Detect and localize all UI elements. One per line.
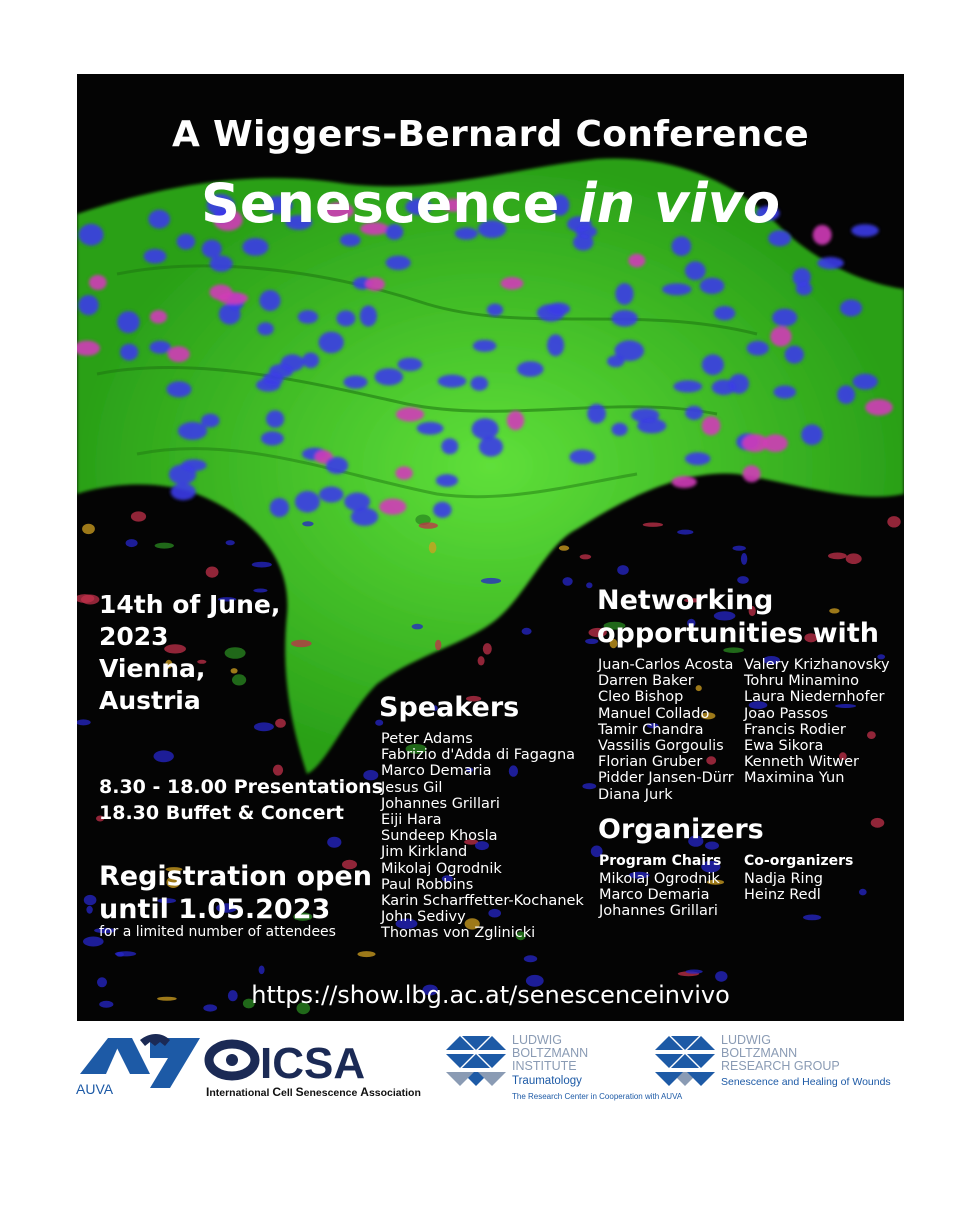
- scattered-cell: [586, 582, 592, 588]
- scattered-cell: [846, 553, 862, 564]
- nucleus: [242, 238, 268, 256]
- nucleus: [178, 422, 207, 440]
- nucleus: [295, 491, 320, 513]
- lbi-logo: [446, 1033, 683, 1101]
- schedule-line: 18.30 Buffet & Concert: [99, 802, 345, 824]
- registration-note: for a limited number of attendees: [99, 924, 336, 940]
- nucleus: [628, 254, 645, 268]
- nucleus: [702, 416, 721, 435]
- nucleus: [865, 399, 893, 415]
- nucleus: [729, 374, 749, 394]
- person-name: Valery Krizhanovsky: [744, 657, 890, 673]
- scattered-cell: [254, 722, 274, 731]
- nucleus: [259, 290, 280, 311]
- scattered-cell: [86, 906, 92, 914]
- date-line: Vienna,: [99, 654, 206, 683]
- scattered-cell: [733, 546, 746, 551]
- person-name: Marco Demaria: [381, 763, 492, 780]
- nucleus: [326, 457, 348, 474]
- networking-list-2: [744, 657, 890, 787]
- nucleus: [673, 380, 702, 392]
- program-chairs-label: Program Chairs: [599, 853, 722, 869]
- schedule-line: 8.30 - 18.00 Presentations: [99, 776, 383, 798]
- speakers-list: [381, 731, 584, 942]
- date-line: 2023: [99, 622, 169, 651]
- registration-line: until 1.05.2023: [99, 894, 331, 925]
- nucleus: [319, 332, 344, 354]
- scattered-cell: [131, 511, 146, 521]
- nucleus: [772, 309, 797, 327]
- person-name: Heinz Redl: [744, 887, 821, 904]
- nucleus: [340, 234, 361, 247]
- person-name: Jesus Gil: [381, 779, 443, 796]
- person-name: Sundeep Khosla: [381, 828, 498, 845]
- organizers-heading: Organizers: [598, 814, 764, 845]
- nucleus: [375, 368, 404, 385]
- person-name: Karin Scharffetter-Kochanek: [381, 893, 584, 910]
- nucleus: [507, 411, 524, 430]
- scattered-cell: [524, 955, 537, 962]
- scattered-cell: [252, 562, 272, 568]
- scattered-cell: [302, 521, 313, 526]
- nucleus: [662, 283, 691, 295]
- nucleus: [396, 407, 424, 421]
- nucleus: [853, 374, 878, 390]
- scattered-cell: [582, 783, 596, 789]
- nucleus: [167, 381, 192, 397]
- nucleus: [366, 277, 385, 291]
- scattered-cell: [871, 818, 885, 828]
- person-name: Ewa Sikora: [744, 738, 824, 755]
- co-organizers-label: Co-organizers: [744, 853, 854, 869]
- person-name: Paul Robbins: [381, 876, 474, 893]
- person-name: Vassilis Gorgoulis: [598, 738, 724, 755]
- nucleus: [747, 341, 769, 356]
- person-name: Manuel Collado: [598, 705, 710, 722]
- person-name: Juan-Carlos Acosta: [598, 657, 734, 673]
- nucleus: [785, 346, 804, 364]
- nucleus: [177, 234, 196, 250]
- nucleus: [117, 311, 140, 333]
- scattered-cell: [82, 524, 95, 534]
- networking-list-1: [598, 657, 734, 803]
- nucleus: [547, 334, 564, 356]
- nucleus: [144, 249, 167, 264]
- lbi-line: LUDWIG: [512, 1033, 562, 1047]
- scattered-cell: [155, 543, 174, 549]
- person-name: Mikolaj Ogrodnik: [599, 871, 720, 887]
- person-name: Johannes Grillari: [599, 903, 718, 920]
- person-name: Tohru Minamino: [744, 673, 860, 690]
- nucleus: [587, 404, 606, 424]
- icsa-subtitle: International Cell Senescence Association: [206, 1085, 421, 1099]
- scattered-cell: [226, 540, 235, 545]
- scattered-cell: [358, 951, 376, 957]
- title-italic: in vivo: [578, 172, 780, 235]
- date-line: Austria: [99, 686, 201, 715]
- nucleus: [257, 322, 273, 335]
- co-organizers-list: [744, 871, 823, 903]
- nucleus: [302, 353, 319, 369]
- person-name: Laura Niedernhofer: [744, 689, 885, 706]
- lbg-line: LUDWIG: [721, 1033, 771, 1047]
- nucleus: [837, 385, 855, 404]
- icsa-logo: [206, 1039, 421, 1099]
- nucleus: [840, 300, 862, 317]
- networking-heading-line: opportunities with: [597, 618, 879, 649]
- registration: [99, 860, 372, 926]
- person-name: Fabrizio d'Adda di Fagagna: [381, 747, 576, 764]
- nucleus: [438, 375, 467, 388]
- schedule: [99, 774, 383, 826]
- nucleus: [569, 450, 595, 465]
- scattered-cell: [327, 837, 341, 848]
- nucleus: [801, 424, 823, 445]
- nucleus: [471, 376, 489, 390]
- nucleus: [672, 236, 692, 256]
- nucleus: [78, 295, 98, 315]
- nucleus: [171, 483, 196, 500]
- nucleus: [774, 385, 797, 398]
- person-name: Darren Baker: [598, 673, 694, 690]
- scattered-cell: [686, 970, 703, 974]
- nucleus: [441, 438, 458, 454]
- nucleus: [700, 278, 725, 294]
- nucleus: [379, 499, 406, 515]
- nucleus: [120, 344, 138, 361]
- nucleus: [672, 476, 697, 488]
- nucleus: [685, 452, 711, 465]
- nucleus: [770, 327, 791, 347]
- nucleus: [607, 355, 624, 367]
- nucleus: [417, 422, 444, 435]
- person-name: Diana Jurk: [598, 786, 673, 803]
- lbg-line: RESEARCH GROUP: [721, 1059, 840, 1073]
- date-line: 14th of June,: [99, 590, 281, 619]
- nucleus: [573, 234, 593, 250]
- scattered-cell: [522, 628, 532, 635]
- scattered-cell: [206, 567, 219, 578]
- person-name: Peter Adams: [381, 731, 473, 747]
- nucleus: [793, 268, 811, 287]
- nucleus: [256, 378, 281, 391]
- nucleus: [685, 406, 703, 420]
- nucleus: [433, 502, 452, 518]
- program-chairs-list: [599, 871, 720, 920]
- nucleus: [336, 310, 355, 326]
- scattered-cell: [419, 522, 438, 528]
- scattered-cell: [154, 750, 174, 762]
- scattered-cell: [291, 640, 312, 647]
- scattered-cell: [481, 578, 501, 584]
- nucleus: [472, 418, 499, 439]
- person-name: Nadja Ring: [744, 871, 823, 887]
- scattered-cell: [737, 576, 749, 584]
- registration-line: Registration open: [99, 861, 372, 892]
- person-name: Thomas von Zglinicki: [381, 925, 536, 942]
- nucleus: [395, 466, 412, 479]
- nucleus: [319, 487, 343, 503]
- conference-url[interactable]: https://show.lbg.ac.at/senescenceinvivo: [251, 981, 730, 1009]
- nucleus: [817, 257, 844, 269]
- nucleus: [479, 437, 503, 457]
- person-name: Joao Passos: [744, 705, 829, 722]
- scattered-cell: [828, 553, 847, 560]
- scattered-cell: [580, 554, 592, 559]
- poster: [77, 74, 904, 1021]
- conference-title: [77, 172, 904, 235]
- person-name: Eiji Hara: [381, 812, 442, 829]
- nucleus: [168, 346, 190, 362]
- scattered-cell: [478, 656, 485, 665]
- nucleus: [702, 354, 724, 375]
- nucleus: [386, 256, 411, 270]
- person-name: Johannes Grillari: [381, 795, 500, 812]
- auva-text: AUVA: [76, 1081, 114, 1097]
- scattered-cell: [617, 565, 629, 575]
- scattered-cell: [259, 966, 265, 975]
- nucleus: [436, 474, 458, 487]
- lbg-line: BOLTZMANN: [721, 1046, 798, 1060]
- nucleus: [270, 498, 289, 517]
- conference-series-title: A Wiggers-Bernard Conference: [172, 114, 809, 155]
- title-regular: Senescence: [200, 172, 579, 235]
- person-name: Francis Rodier: [744, 721, 846, 738]
- scattered-cell: [429, 542, 437, 553]
- date-location: [99, 589, 280, 717]
- person-name: Florian Gruber: [598, 754, 703, 771]
- lbi-line: INSTITUTE: [512, 1059, 577, 1073]
- nucleus: [261, 431, 284, 445]
- nucleus: [637, 418, 666, 433]
- scattered-cell: [115, 951, 136, 956]
- nucleus: [685, 261, 706, 280]
- person-name: Mikolaj Ogrodnik: [381, 860, 502, 877]
- scattered-cell: [435, 640, 441, 651]
- networking-heading-line: Networking: [597, 585, 774, 616]
- nucleus: [360, 305, 377, 326]
- sponsor-logos: [0, 1022, 980, 1132]
- person-name: Jim Kirkland: [381, 844, 468, 861]
- person-name: Cleo Bishop: [598, 689, 684, 706]
- nucleus: [501, 277, 524, 290]
- scattered-cell: [126, 539, 138, 547]
- lbi-line: The Research Center in Cooperation with AUVA: [512, 1092, 683, 1101]
- scattered-cell: [563, 577, 573, 586]
- scattered-cell: [643, 523, 663, 527]
- nucleus: [89, 275, 107, 290]
- nucleus: [612, 423, 628, 436]
- nucleus: [210, 285, 233, 300]
- lbi-line: BOLTZMANN: [512, 1046, 589, 1060]
- nucleus: [487, 304, 503, 317]
- nucleus: [266, 410, 284, 428]
- nucleus: [351, 508, 378, 526]
- icsa-text: ICSA: [260, 1039, 366, 1088]
- nucleus: [743, 465, 761, 482]
- scattered-cell: [803, 915, 821, 921]
- scattered-cell: [84, 895, 97, 905]
- nucleus: [281, 354, 304, 371]
- person-name: Maximina Yun: [744, 770, 845, 787]
- nucleus: [473, 340, 497, 352]
- scattered-cell: [887, 516, 900, 527]
- scattered-cell: [412, 624, 423, 630]
- lbg-logo: [655, 1033, 891, 1088]
- nucleus: [742, 434, 768, 452]
- scattered-cell: [677, 530, 693, 535]
- nucleus: [150, 310, 167, 323]
- scattered-cell: [859, 889, 867, 896]
- scattered-cell: [741, 553, 747, 565]
- nucleus: [714, 306, 735, 320]
- nucleus: [150, 341, 171, 354]
- lbg-line: Senescence and Healing of Wounds: [721, 1076, 891, 1088]
- speakers-heading: Speakers: [379, 692, 520, 723]
- nucleus: [611, 310, 637, 327]
- networking-heading: [597, 584, 879, 650]
- nucleus: [615, 283, 633, 305]
- nucleus: [537, 304, 565, 322]
- nucleus: [344, 376, 368, 389]
- auva-logo: [76, 1034, 200, 1097]
- nucleus: [298, 310, 318, 324]
- scattered-cell: [559, 545, 569, 550]
- person-name: Kenneth Witwer: [744, 754, 859, 771]
- scattered-cell: [275, 719, 286, 728]
- person-name: John Sedivy: [381, 909, 466, 926]
- nucleus: [517, 361, 544, 377]
- person-name: Tamir Chandra: [598, 721, 704, 738]
- person-name: Pidder Jansen-Dürr: [598, 770, 734, 787]
- person-name: Marco Demaria: [599, 887, 710, 904]
- lbi-line: Traumatology: [512, 1075, 582, 1087]
- scattered-cell: [483, 643, 492, 654]
- nucleus: [181, 459, 206, 471]
- nucleus: [398, 358, 423, 371]
- nucleus: [219, 304, 241, 325]
- nucleus: [202, 240, 222, 258]
